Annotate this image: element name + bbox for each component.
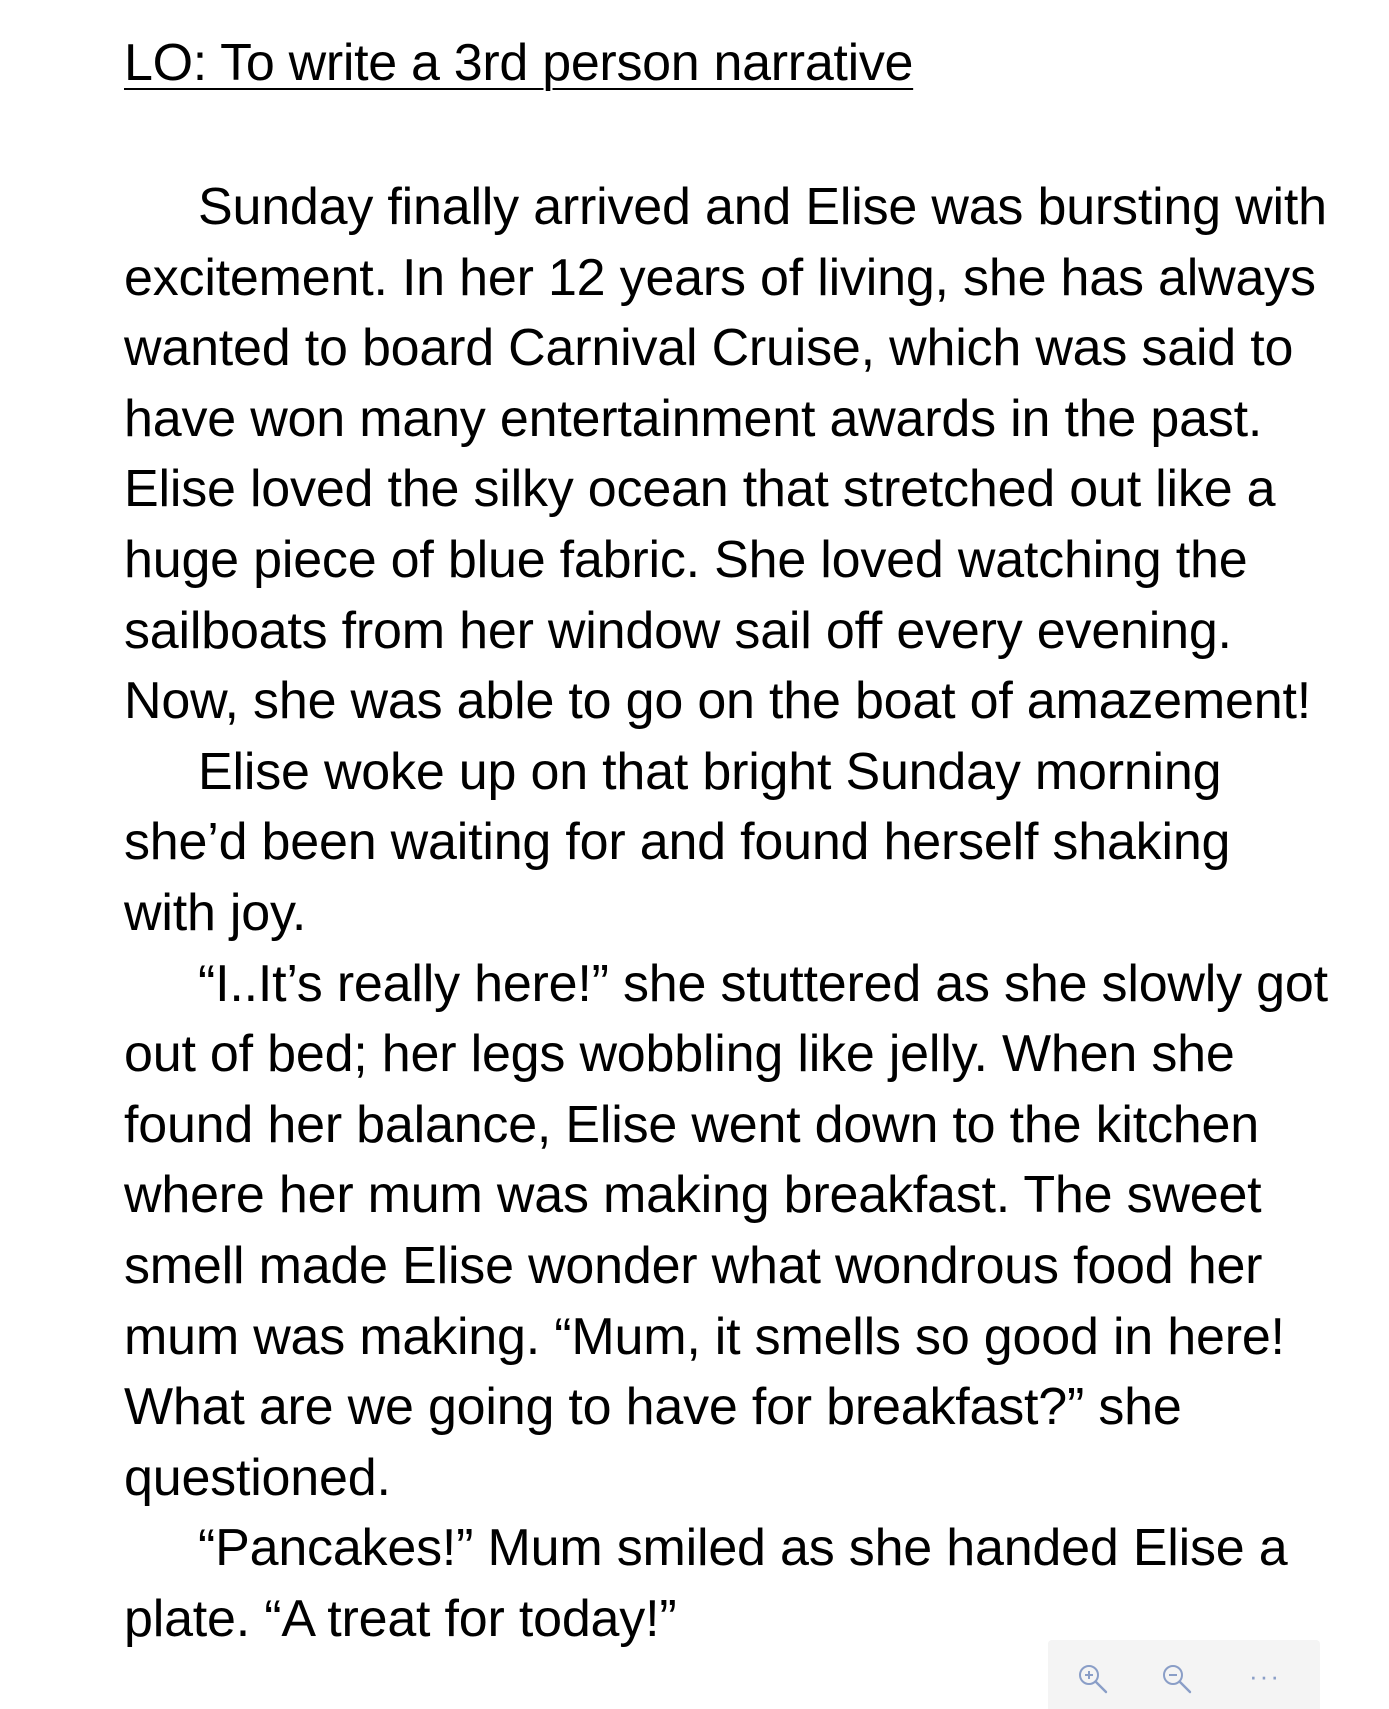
text-line: she’d been waiting for and found herself shaking <box>124 813 1231 872</box>
zoom-toolbar <box>1048 1640 1320 1709</box>
text-line: What are we going to have for breakfast?” she <box>124 1378 1182 1437</box>
text-line: “Pancakes!” Mum smiled as she handed Elise a <box>198 1519 1288 1578</box>
text-line: found her balance, Elise went down to the kitchen <box>124 1095 1259 1154</box>
text-line: out of bed; her legs wobbling like jelly. When she <box>124 1025 1235 1084</box>
text-line: “I..It’s really here!” she stuttered as she slowly got <box>198 954 1328 1013</box>
text-line: Elise woke up on that bright Sunday morning <box>198 742 1222 801</box>
zoom-in-button[interactable] <box>1076 1662 1110 1696</box>
learning-objective-title: LO: To write a 3rd person narrative <box>124 34 914 92</box>
text-line: sailboats from her window sail off every evening. <box>124 601 1232 660</box>
text-line: Now, she was able to go on the boat of amazement! <box>124 672 1311 731</box>
zoom-out-icon <box>1160 1662 1194 1696</box>
narrative-text <box>124 172 1374 1654</box>
text-line: Sunday finally arrived and Elise was bursting with <box>198 178 1327 236</box>
text-line: Elise loved the silky ocean that stretched out like a <box>124 460 1276 519</box>
text-line: where her mum was making breakfast. The sweet <box>124 1166 1262 1225</box>
text-line: wanted to board Carnival Cruise, which was said to <box>124 319 1294 378</box>
more-options-button[interactable]: ··· <box>1249 1661 1281 1691</box>
zoom-out-button[interactable] <box>1160 1662 1194 1696</box>
text-line: questioned. <box>124 1448 391 1507</box>
text-line: have won many entertainment awards in the past. <box>124 389 1263 448</box>
text-line: excitement. In her 12 years of living, she has always <box>124 248 1316 307</box>
text-line: plate. “A treat for today!” <box>124 1589 677 1648</box>
text-line: with joy. <box>124 883 307 942</box>
text-line: mum was making. “Mum, it smells so good in here! <box>124 1307 1285 1366</box>
text-line: smell made Elise wonder what wondrous food her <box>124 1236 1263 1295</box>
text-line: huge piece of blue fabric. She loved watching the <box>124 530 1248 589</box>
zoom-in-icon <box>1076 1662 1110 1696</box>
